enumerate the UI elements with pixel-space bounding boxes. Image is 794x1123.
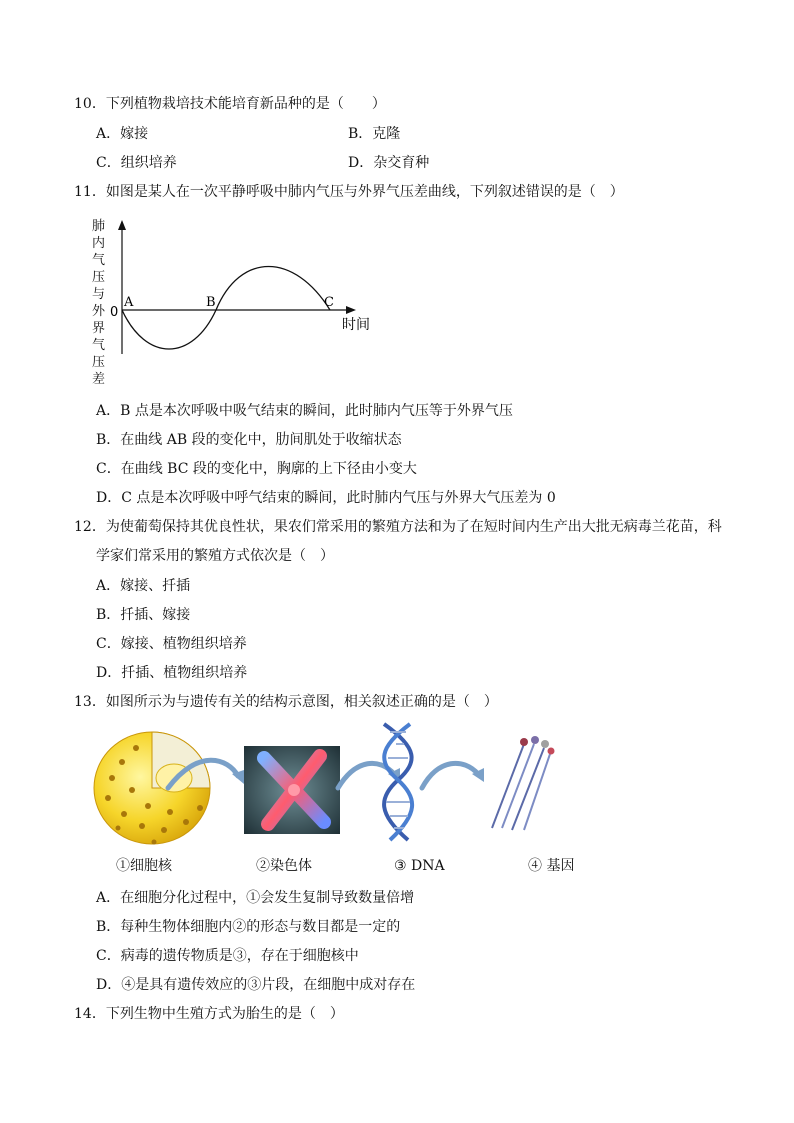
nucleus-illustration [94, 732, 210, 845]
q11-option-c: C．在曲线 BC 段的变化中，胸廓的上下径由小变大 [96, 461, 417, 477]
graph-ylabel-char: 与 [92, 287, 106, 302]
graph-point-c: C [324, 295, 334, 310]
graph-ylabel-char: 界 [92, 321, 106, 336]
q10-option-c: C．组织培养 [96, 155, 177, 171]
q11-pressure-graph [84, 212, 384, 390]
graph-y-arrow [118, 220, 126, 230]
arrow-3 [422, 763, 478, 788]
q13-option-c: C．病毒的遗传物质是③，存在于细胞核中 [96, 948, 359, 964]
caption-chromosome: ②染色体 [256, 858, 312, 874]
q12-option-a: A．嫁接、扦插 [96, 578, 191, 594]
q10-stem: 10．下列植物栽培技术能培育新品种的是（ ） [74, 96, 386, 112]
graph-point-b: B [206, 295, 216, 310]
q13-option-b: B．每种生物体细胞内②的形态与数目都是一定的 [96, 919, 401, 935]
graph-x-label: 时间 [342, 317, 370, 333]
graph-point-a: A [124, 295, 134, 310]
dna-illustration [384, 724, 412, 840]
graph-x-arrow [346, 306, 356, 314]
q12-option-c: C．嫁接、植物组织培养 [96, 636, 247, 652]
q11-stem: 11．如图是某人在一次平静呼吸中肺内气压与外界气压差曲线，下列叙述错误的是（ ） [74, 184, 624, 200]
graph-ylabel-char: 内 [92, 236, 106, 251]
graph-ylabel-char: 肺 [92, 219, 106, 234]
caption-nucleus: ①细胞核 [116, 858, 172, 874]
q10-option-d: D．杂交育种 [348, 155, 430, 171]
q13-heredity-figure [88, 718, 568, 848]
q10-option-a: A．嫁接 [96, 126, 149, 142]
q13-option-d: D．④是具有遗传效应的③片段，在细胞中成对存在 [96, 977, 416, 993]
graph-pressure-curve [122, 267, 330, 350]
q12-stem-line1: 12．为使葡萄保持其优良性状，果农们常采用的繁殖方法和为了在短时间内生产出大批无病毒兰花苗，科 [74, 519, 722, 535]
q12-option-b: B．扦插、嫁接 [96, 607, 191, 623]
chromosome-illustration [244, 746, 340, 834]
graph-ylabel-char: 压 [92, 355, 106, 370]
q10-option-b: B．克隆 [348, 126, 401, 142]
graph-origin-label: 0 [110, 305, 119, 320]
q11-option-d: D．C 点是本次呼吸中呼气结束的瞬间，此时肺内气压与外界大气压差为 0 [96, 490, 556, 506]
q13-option-a: A．在细胞分化过程中，①会发生复制导致数量倍增 [96, 890, 415, 906]
q11-option-a: A．B 点是本次呼吸中吸气结束的瞬间，此时肺内气压等于外界气压 [96, 403, 513, 419]
q14-stem: 14．下列生物中生殖方式为胎生的是（ ） [74, 1006, 344, 1022]
q13-stem: 13．如图所示为与遗传有关的结构示意图，相关叙述正确的是（ ） [74, 694, 498, 710]
caption-dna: ③ DNA [394, 858, 445, 874]
graph-ylabel-char: 差 [92, 372, 106, 387]
graph-ylabel-char: 气 [92, 253, 106, 268]
graph-ylabel-char: 压 [92, 270, 106, 285]
graph-ylabel-char: 外 [92, 304, 106, 319]
graph-ylabel-char: 气 [92, 338, 106, 353]
gene-illustration [492, 736, 555, 830]
caption-gene: ④ 基因 [528, 858, 575, 874]
q12-stem-line2: 学家们常采用的繁殖方式依次是（ ） [96, 548, 334, 564]
q12-option-d: D．扦插、植物组织培养 [96, 665, 248, 681]
q11-option-b: B．在曲线 AB 段的变化中，肋间肌处于收缩状态 [96, 432, 402, 448]
